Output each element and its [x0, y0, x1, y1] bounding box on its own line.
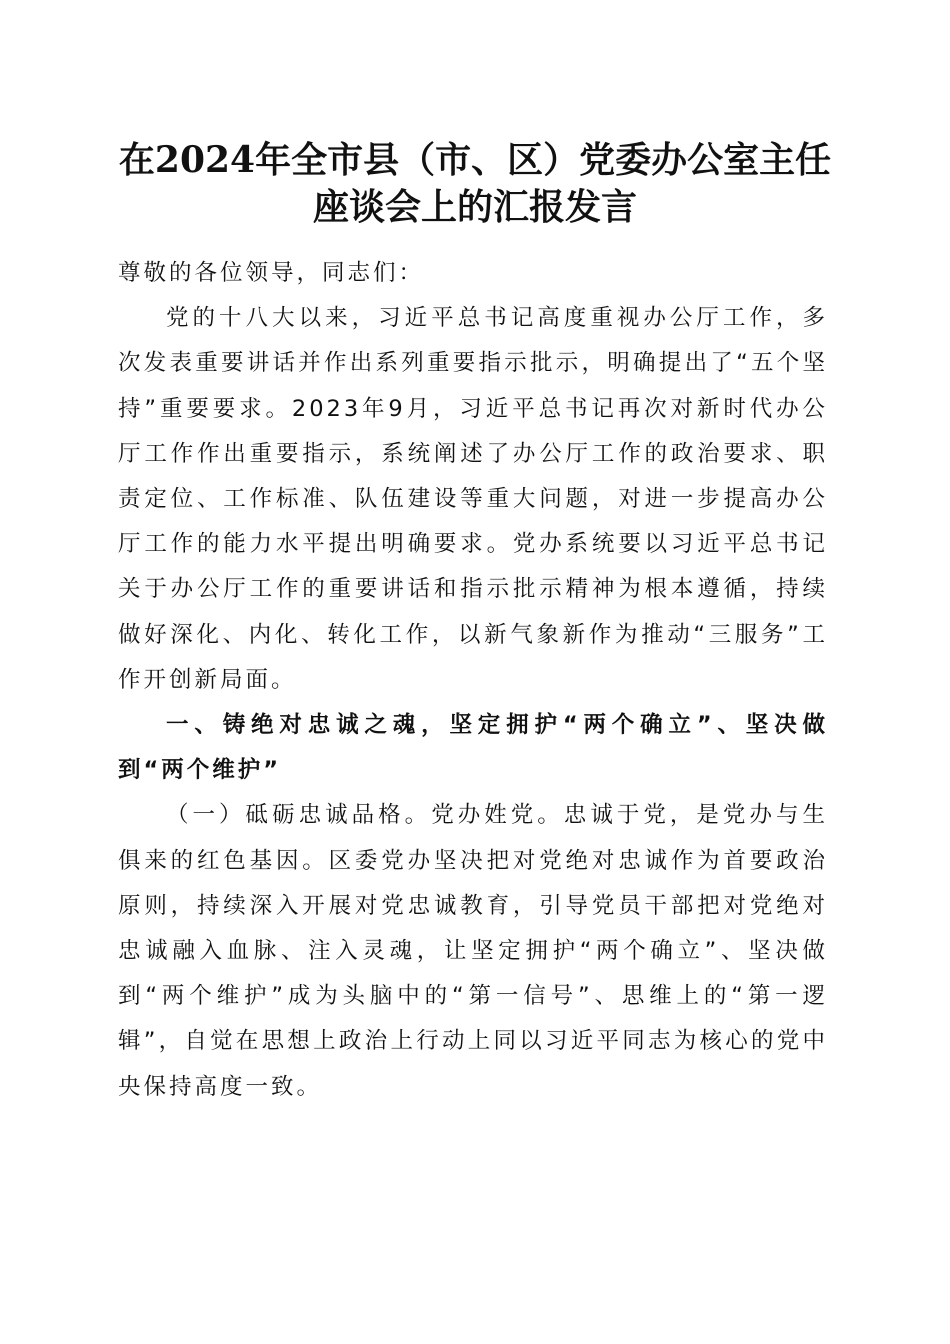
document-title-line-1: 在2024年全市县（市、区）党委办公室主任 [118, 139, 832, 181]
intro-paragraph: 党的十八大以来，习近平总书记高度重视办公厅工作，多次发表重要讲话并作出系列重要指示批示，明确提出了“五个坚持”重要要求。2023年9月，习近平总书记再次对新时代办公厅工作作出重要指示，系统阐述了办公厅工作的政治要求、职责定位、工作标准、队伍建设等重大问题，对进一步提高办公厅工作的能力水平提出明确要求。党办系统要以习近平总书记关于办公厅工作的重要讲话和指示批示精神为根本遵循，持续做好深化、内化、转化工作，以新气象新作为推动“三服务”工作开创新局面。 [118, 305, 828, 693]
subsection-1-paragraph: （一）砥砺忠诚品格。党办姓党。忠诚于党，是党办与生俱来的红色基因。区委党办坚决把对党绝对忠诚作为首要政治原则，持续深入开展对党忠诚教育，引导党员干部把对党绝对忠诚融入血脉、注入灵魂，让坚定拥护“两个确立”、坚决做到“两个维护”成为头脑中的“第一信号”、思维上的“第一逻辑”，自觉在思想上政治上行动上同以习近平同志为核心的党中央保持高度一致。 [118, 802, 828, 1100]
document-body [118, 251, 828, 1110]
salutation: 尊敬的各位领导，同志们： [118, 260, 425, 286]
section-1-heading: 一、铸绝对忠诚之魂，坚定拥护“两个确立”、坚决做到“两个维护” [118, 712, 828, 784]
document-title-line-2: 座谈会上的汇报发言 [312, 186, 637, 228]
